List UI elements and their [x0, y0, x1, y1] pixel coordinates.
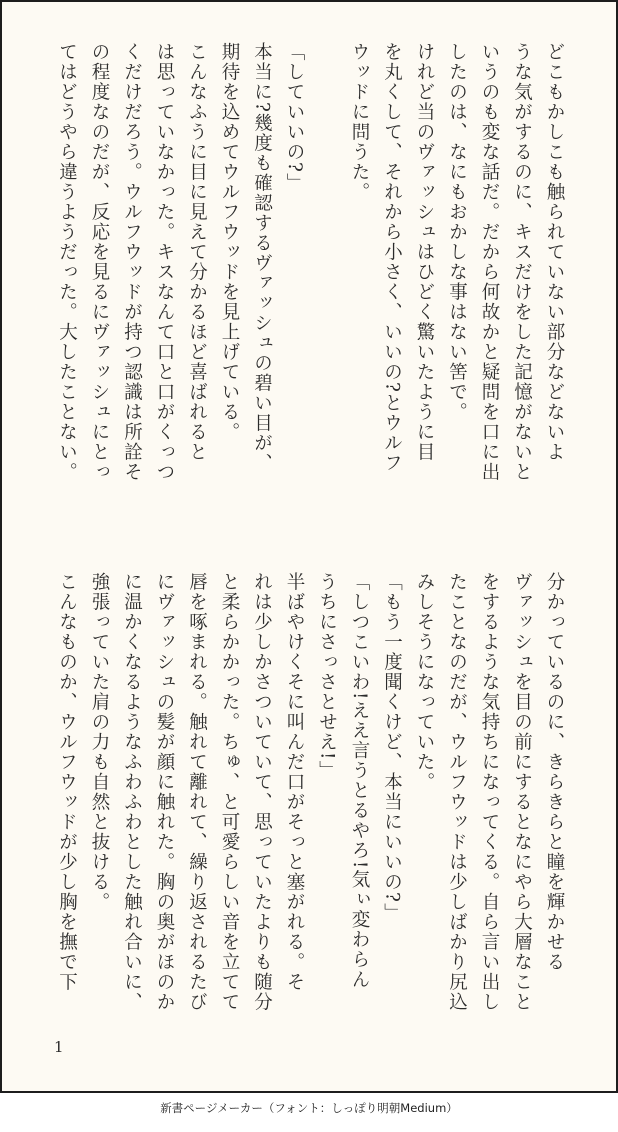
text-column: たことなのだが、ウルフウッドは少しばかり尻込	[446, 572, 468, 1012]
text-column: けれど当のヴァッシュはひどく驚いたように目	[414, 42, 435, 462]
text-column: ウッドに問うた。	[349, 42, 370, 202]
text-column: と柔らかかった。ちゅ、と可愛らしい音を立てて	[219, 572, 240, 1012]
text-column: 「もう一度聞くけど、本当にいいの?」	[381, 572, 403, 924]
text-column: こんなふうに目に見えて分かるほど喜ばれると	[186, 42, 208, 462]
text-column: 分かっているのに、きらきらと瞳を輝かせる	[544, 572, 565, 972]
text-column: みしそうになっていた。	[414, 572, 435, 792]
text-column: 強張っていた肩の力も自然と抜ける。	[89, 572, 110, 912]
blank-column	[310, 42, 343, 522]
page-number: 1	[54, 1038, 64, 1056]
text-column: 唇を啄まれる。触れて離れて、繰り返されるたび	[186, 572, 208, 1012]
text-column: にヴァッシュの髪が顔に触れた。胸の奥がほのか	[154, 572, 175, 1012]
lower-text-block	[50, 572, 570, 1012]
text-column: 期待を込めてウルフウッドを見上げている。	[219, 42, 240, 442]
text-column: くだけだろう。ウルフウッドが持つ認識は所詮そ	[121, 42, 143, 482]
text-column: 「していいの?」	[284, 42, 305, 194]
text-column: こんなものか、ウルフウッドが少し胸を撫で下	[56, 572, 78, 992]
text-column: 本当に?幾度も確認するヴァッシュの碧い目が、	[251, 42, 273, 474]
text-column: の程度なのだが、反応を見るにヴァッシュにとっ	[89, 42, 110, 482]
text-column: れは少しかさついていて、思っていたよりも随分	[251, 572, 273, 1012]
text-column: てはどうやら違うようだった。大したことない。	[56, 42, 78, 482]
text-column: を丸くして、それから小さく、いいの?とウルフ	[381, 42, 403, 474]
text-column: ヴァッシュを目の前にするとなにやら大層なこと	[511, 572, 533, 1012]
text-column: 「しつこいわ!ええ言うとるやろ!気ぃ変わらん	[349, 572, 370, 990]
text-column: は思っていなかった。キスなんて口と口がくっつ	[154, 42, 175, 482]
text-column: 半ばやけくそに叫んだ口がそっと塞がれる。そ	[284, 572, 305, 992]
text-column: に温かくなるようなふわふわとした触れ合いに、	[121, 572, 143, 1012]
text-column: をするような気持ちになってくる。自ら言い出し	[479, 572, 500, 1012]
upper-text-block	[50, 42, 570, 522]
text-column: どこもかしこも触られていない部分などないよ	[544, 42, 565, 462]
footer-credit: 新書ページメーカー（フォント：しっぽり明朝Medium）	[160, 1101, 458, 1115]
text-column: うちにさっさとせえ!」	[316, 572, 338, 781]
text-column: いうのも変な話だ。だから何故かと疑問を口に出	[479, 42, 500, 482]
text-column: したのは、なにもおかしな事はない筈で。	[446, 42, 468, 422]
text-column: うな気がするのに、キスだけをした記憶がないと	[511, 42, 533, 482]
